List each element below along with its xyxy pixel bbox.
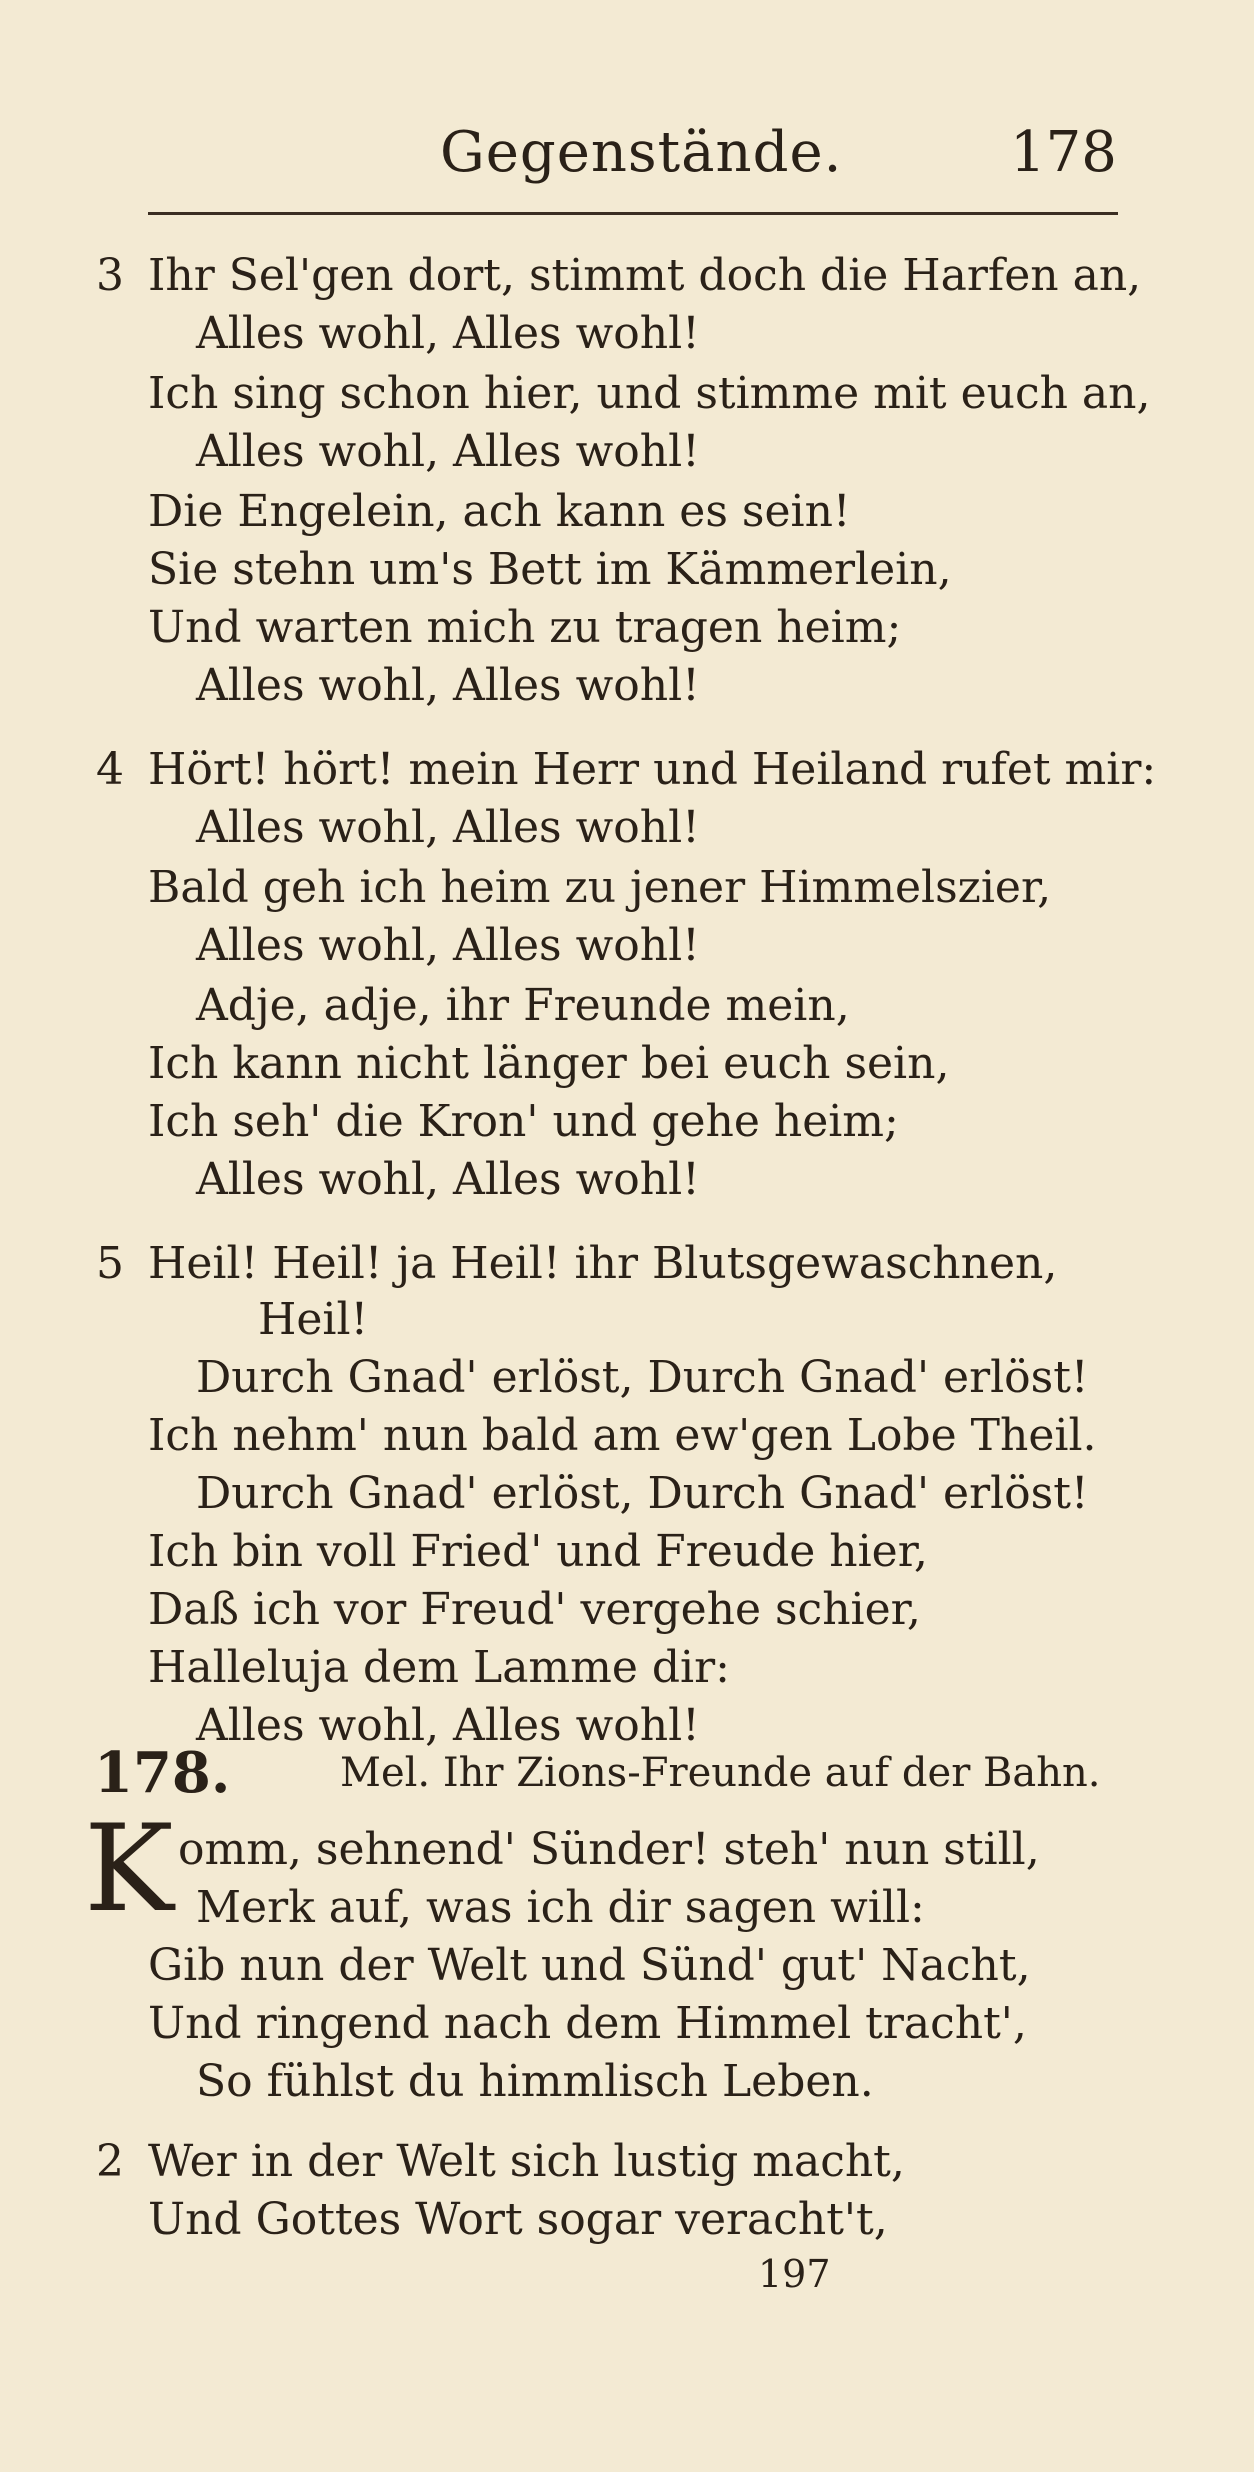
verse-number: 5 [96,1238,124,1289]
verse-refrain: Durch Gnad' erlöst, Durch Gnad' erlöst! [196,1468,1089,1519]
verse-line: Gib nun der Welt und Sünd' gut' Nacht, [148,1940,1031,1991]
drop-cap: K [84,1800,174,1939]
verse-line: Ich seh' die Kron' und gehe heim; [148,1096,899,1147]
melody-indication: Mel. Ihr Zions-Freunde auf der Bahn. [340,1750,1101,1796]
verse-line: Wer in der Welt sich lustig macht, [148,2136,905,2187]
header-rule [148,212,1118,215]
verse-line: Und warten mich zu tragen heim; [148,602,902,653]
page-number: 178 [1010,120,1117,185]
verse-line: So fühlst du himmlisch Leben. [196,2056,874,2107]
verse-line: Ich nehm' nun bald am ew'gen Lobe Theil. [148,1410,1097,1461]
verse-line: Sie stehn um's Bett im Kämmerlein, [148,544,952,595]
verse-line: Heil! [258,1294,369,1345]
verse-line: Ich kann nicht länger bei euch sein, [148,1038,950,1089]
verse-refrain: Durch Gnad' erlöst, Durch Gnad' erlöst! [196,1352,1089,1403]
verse-refrain: Alles wohl, Alles wohl! [196,660,700,711]
verse-refrain: Alles wohl, Alles wohl! [196,1700,700,1751]
verse-line: Adje, adje, ihr Freunde mein, [196,980,850,1031]
verse-line: Und ringend nach dem Himmel tracht', [148,1998,1027,2049]
verse-line: omm, sehnend' Sünder! steh' nun still, [178,1824,1040,1875]
verse-line: Die Engelein, ach kann es sein! [148,486,851,537]
verse-line: Ich sing schon hier, und stimme mit euch an, [148,368,1151,419]
verse-line: Heil! Heil! ja Heil! ihr Blutsgewaschnen, [148,1238,1058,1289]
verse-line: Hört! hört! mein Herr und Heiland rufet mir: [148,744,1157,795]
verse-line: Bald geh ich heim zu jener Himmelszier, [148,862,1052,913]
verse-refrain: Alles wohl, Alles wohl! [196,308,700,359]
verse-line: Ihr Sel'gen dort, stimmt doch die Harfen an, [148,250,1142,301]
verse-line: Halleluja dem Lamme dir: [148,1642,730,1693]
running-title: Gegenstände. [440,120,843,185]
hymn-number: 178. [94,1740,231,1806]
verse-line: Ich bin voll Fried' und Freude hier, [148,1526,928,1577]
verse-refrain: Alles wohl, Alles wohl! [196,426,700,477]
verse-line: Und Gottes Wort sogar veracht't, [148,2194,888,2245]
verse-number: 4 [96,744,124,795]
verse-refrain: Alles wohl, Alles wohl! [196,802,700,853]
verse-number: 3 [96,250,124,301]
verse-number: 2 [96,2136,124,2187]
verse-refrain: Alles wohl, Alles wohl! [196,920,700,971]
page-header [0,120,1254,200]
verse-line: Daß ich vor Freud' vergehe schier, [148,1584,921,1635]
verse-refrain: Alles wohl, Alles wohl! [196,1154,700,1205]
signature-mark: 197 [758,2252,831,2296]
verse-line: Merk auf, was ich dir sagen will: [196,1882,925,1933]
